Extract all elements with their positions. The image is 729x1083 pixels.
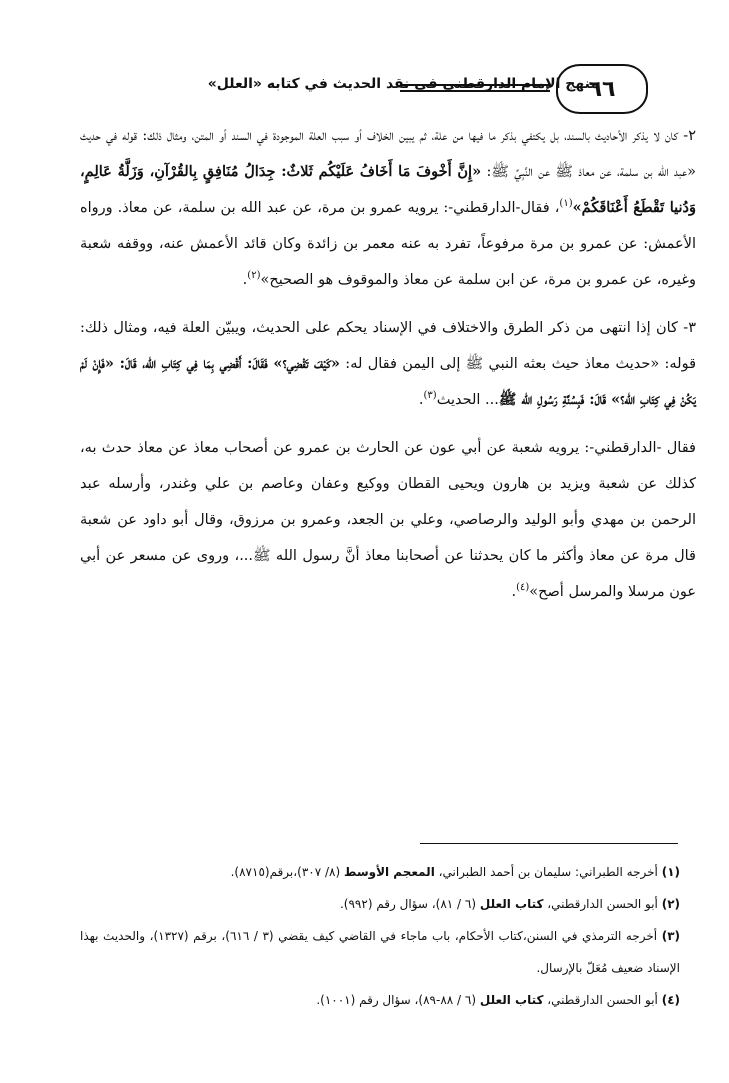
page-number: ٦٦	[556, 64, 648, 114]
footnote-text: أبو الحسن الدارقطني،	[543, 993, 658, 1007]
footnote-number: (٢)	[661, 897, 680, 911]
footnote-text: أبو الحسن الدارقطني،	[543, 897, 658, 911]
footnote-ref[interactable]: (٣)	[423, 390, 437, 402]
hadith-quote: «إِنَّ أَخْوفَ مَا أَخَافُ عَلَيْكُم ثَلاثٌ: جِدَالُ مُنَافِقٍ بِالقُرْآنِ، وَزَلَّةُ عَالِمٍ، وَدُنيا تَقْطَعُ أَعْنَاقَكُمْ»	[80, 163, 696, 216]
footnote-1	[80, 856, 680, 888]
hadith-quote: «كَيْفَ تَقْضِي؟» فَقَالَ: أَقْضِي بِمَا فِي كِتَابِ الله، قَالَ: «فَإِنْ لَمْ يَكُنْ فِي كِتَابِ الله؟» قَالَ: فَبِسُنَّةِ رَسُولِ الله ﷺ	[80, 355, 696, 408]
footnote-text: أخرجه الطبراني: سليمان بن أحمد الطبراني،	[434, 865, 658, 879]
paragraph-text: ٣- كان إذا انتهى من ذكر الطرق والاختلاف في الإسناد يحكم على الحديث، ويبيّن العلة فيه، ومثال ذلك: قوله: «حديث معاذ حيث بعثه النبي ﷺ إلى اليمن فقال له:	[80, 320, 697, 372]
paragraph-end: .	[242, 272, 248, 288]
footnote-source: كتاب العلل	[479, 993, 544, 1007]
footnote-divider	[420, 843, 678, 844]
footnote-text: (٦ / ٨١)، سؤال رقم (٩٩٢).	[339, 897, 480, 911]
footnote-text: (٨/ ٣٠٧)،برقم(٨٧١٥).	[230, 865, 344, 879]
running-header-title: منهج الإمام الدارقطني في نقد الحديث في كتابه «العلل»	[207, 76, 599, 92]
footnote-4	[80, 984, 680, 1016]
paragraph-text: ، فقال-الدارقطني-: يرويه عمرو بن مرة، عن عبد الله بن سلمة، عن معاذ. ورواه الأعمش: عن عمرو بن مرة مرفوعاً، تفرد به عنه معمر بن زائدة وكان قائد الأعمش عنه، ووقفه شعبة وغيره، عن عمرو بن مرة، عن ابن سلمة عن معاذ والموقوف هو الصحيح»	[80, 200, 696, 288]
footnote-number: (٣)	[661, 929, 680, 943]
footnote-ref[interactable]: (٤)	[516, 582, 530, 594]
footnote-source: كتاب العلل	[479, 897, 544, 911]
main-text	[80, 118, 696, 622]
paragraph-text: ٢- كان لا يذكر الأحاديث بالسند، بل يكتفي بذكر ما فيها من علة، ثم يبين الخلاف أو سبب العلة الموجودة في السند أو المتن، ومثال ذلك: قوله في حديث «عبد الله بن سلمة، عن معاذ ﷺ عن النَّبِيِّ ﷺ:	[80, 128, 697, 180]
paragraph-text: فقال -الدارقطني-: يرويه شعبة عن أبي عون عن الحارث بن عمرو عن أصحاب معاذ عن معاذ حدث به، كذلك عن شعبة ويزيد بن هارون ويحيى القطان ووكيع وعفان وعاصم بن علي وغندر، وأرسله عبد الرحمن بن مهدي وأبو الوليد والرصاصي، وعلي بن الجعد، وعمرو بن مرزوق، وقال أبو داود عن شعبة قال مرة عن معاذ وأكثر ما كان يحدثنا عن أصحابنا معاذ أنَّ رسول الله ﷺ...، وروى عن مسعر عن أبي عون مرسلا والمرسل أصح»	[80, 440, 696, 600]
footnote-text: (٦ / ٨٨-٨٩)، سؤال رقم (١٠٠١).	[316, 993, 480, 1007]
paragraph-text: ... الحديث	[436, 392, 499, 408]
footnote-number: (١)	[661, 865, 680, 879]
footnote-2	[80, 888, 680, 920]
paragraph-end: .	[511, 584, 517, 600]
footnote-ref[interactable]: (٢)	[247, 270, 261, 282]
footnote-3	[80, 920, 680, 984]
footnote-text: أخرجه الترمذي في السنن،كتاب الأحكام، باب ماجاء في القاضي كيف يقضي (٣ / ٦١٦)، برقم (١٣٢٧)، والحديث بهذا الإسناد ضعيف مُعَلّ بالإرسال.	[80, 929, 680, 975]
footnotes	[80, 856, 680, 1016]
paragraph-2	[80, 118, 696, 298]
paragraph-end: .	[418, 392, 424, 408]
paragraph-3	[80, 310, 696, 418]
paragraph-4	[80, 430, 696, 610]
footnote-ref[interactable]: (١)	[559, 198, 573, 210]
footnote-source: المعجم الأوسط	[343, 865, 435, 879]
footnote-number: (٤)	[661, 993, 680, 1007]
